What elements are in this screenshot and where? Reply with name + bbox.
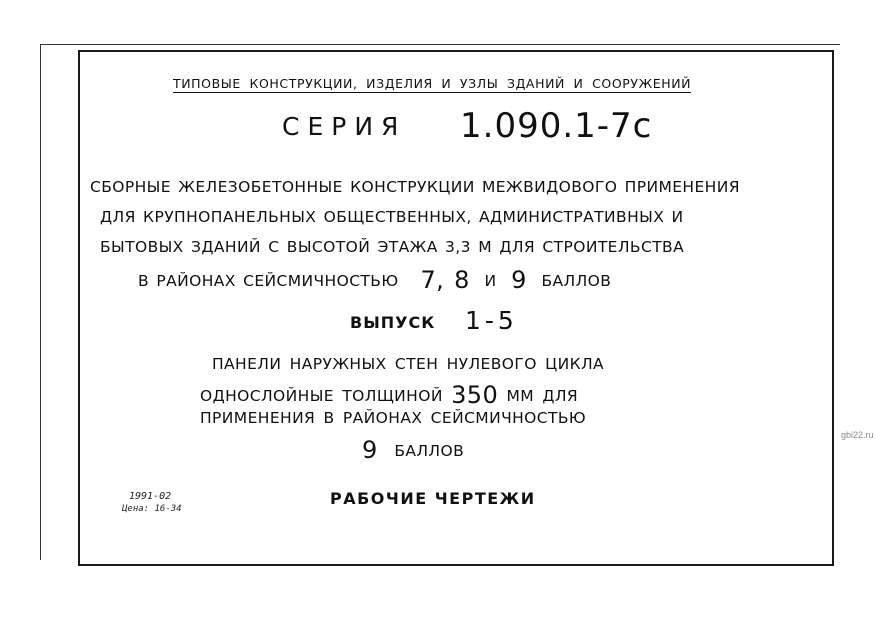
- site-watermark: gbi22.ru: [841, 430, 874, 440]
- subject-line-2-suffix: ММ ДЛЯ: [506, 387, 579, 405]
- frame-top-line: [40, 44, 840, 45]
- subject-line-2-prefix: ОДНОСЛОЙНЫЕ ТОЛЩИНОЙ: [200, 387, 443, 405]
- document-header: ТИПОВЫЕ КОНСТРУКЦИИ, ИЗДЕЛИЯ И УЗЛЫ ЗДАНИЙ И СООРУЖЕНИЙ: [173, 76, 692, 91]
- description-line-2: ДЛЯ КРУПНОПАНЕЛЬНЫХ ОБЩЕСТВЕННЫХ, АДМИНИСТРАТИВНЫХ И: [100, 208, 684, 226]
- description-line-1: СБОРНЫЕ ЖЕЛЕЗОБЕТОННЫЕ КОНСТРУКЦИИ МЕЖВИДОВОГО ПРИМЕНЕНИЯ: [90, 178, 740, 196]
- working-drawings-label: РАБОЧИЕ ЧЕРТЕЖИ: [330, 489, 536, 508]
- subject-line-1: ПАНЕЛИ НАРУЖНЫХ СТЕН НУЛЕВОГО ЦИКЛА: [212, 355, 605, 373]
- series-label: СЕРИЯ: [282, 112, 407, 141]
- seismic-values: 7, 8: [420, 266, 470, 294]
- description-line-4: [138, 266, 611, 294]
- stamp-price: Цена: 16-34: [122, 504, 182, 514]
- subject-line-2: [200, 381, 578, 409]
- description-line-4-prefix: В РАЙОНАХ СЕЙСМИЧНОСТЬЮ: [138, 272, 399, 290]
- description-and: И: [484, 272, 497, 290]
- issue-number: 1-5: [465, 306, 518, 335]
- description-line-4-suffix: БАЛЛОВ: [541, 272, 612, 290]
- subject-line-4-suffix: БАЛЛОВ: [394, 442, 465, 460]
- seismic-value-max: 9: [511, 266, 527, 294]
- frame-left-line: [40, 44, 41, 560]
- series-number: 1.090.1-7с: [460, 106, 653, 146]
- subject-line-3: ПРИМЕНЕНИЯ В РАЙОНАХ СЕЙСМИЧНОСТЬЮ: [200, 409, 587, 427]
- subject-line-4: [362, 436, 464, 464]
- stamp-year: 1991-02: [129, 491, 172, 502]
- thickness-value: 350: [451, 381, 499, 409]
- seismic-rating: 9: [362, 436, 378, 464]
- issue-label: ВЫПУСК: [350, 313, 436, 332]
- description-line-3: БЫТОВЫХ ЗДАНИЙ С ВЫСОТОЙ ЭТАЖА 3,3 М ДЛЯ СТРОИТЕЛЬСТВА: [100, 238, 685, 256]
